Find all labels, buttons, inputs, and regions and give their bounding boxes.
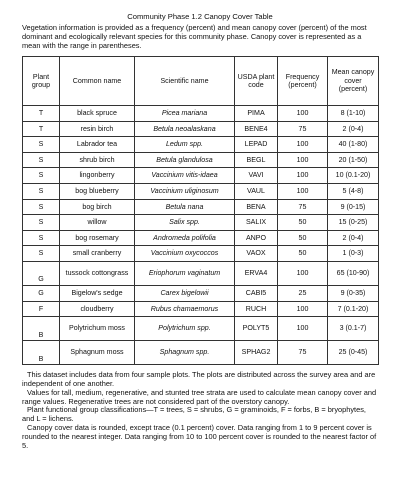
cell-plant-group: S [23,199,60,215]
cell-frequency: 50 [278,230,328,246]
cell-frequency: 75 [278,341,328,365]
cell-frequency: 25 [278,285,328,301]
cell-plant-group: B [23,341,60,365]
table-row [23,199,379,215]
cell-usda-code: BEGL [235,152,278,168]
cell-canopy-cover: 65 (10-90) [328,261,379,285]
cell-usda-code: ANPO [235,230,278,246]
cell-usda-code: LEPAD [235,137,278,153]
table-row [23,121,379,137]
cell-common-name: Sphagnum moss [60,341,135,365]
table-body [23,106,379,365]
table-title: Community Phase 1.2 Canopy Cover Table [127,12,273,21]
cell-canopy-cover: 25 (0-45) [328,341,379,365]
cell-canopy-cover: 5 (4-8) [328,183,379,199]
cell-scientific-name: Andromeda polifolia [135,230,235,246]
cell-scientific-name: Eriophorum vaginatum [135,261,235,285]
cell-usda-code: ERVA4 [235,261,278,285]
cell-canopy-cover: 1 (0-3) [328,246,379,262]
table-row [23,137,379,153]
cell-scientific-name: Betula nana [135,199,235,215]
cell-canopy-cover: 9 (0-35) [328,285,379,301]
cell-scientific-name: Ledum spp. [135,137,235,153]
header-frequency: Frequency (percent) [278,57,328,106]
cell-common-name: bog rosemary [60,230,135,246]
header-canopy-cover: Mean canopy cover (percent) [328,57,379,106]
cell-plant-group: B [23,317,60,341]
header-usda-code: USDA plant code [235,57,278,106]
cell-usda-code: PIMA [235,106,278,122]
table-row [23,215,379,231]
cell-canopy-cover: 3 (0.1-7) [328,317,379,341]
cell-plant-group: S [23,168,60,184]
cell-canopy-cover: 9 (0-15) [328,199,379,215]
cell-frequency: 75 [278,121,328,137]
cell-common-name: Polytrichum moss [60,317,135,341]
cell-frequency: 100 [278,301,328,317]
cell-canopy-cover: 15 (0-25) [328,215,379,231]
cell-canopy-cover: 7 (0.1-20) [328,301,379,317]
cell-common-name: black spruce [60,106,135,122]
cell-plant-group: G [23,261,60,285]
header-plant-group: Plant group [23,57,60,106]
footnote-paragraph: Canopy cover data is rounded, except trace (0.1 percent) cover. Data ranging from 1 to 9 percent cover is rounded to the nearest integer. Data ranging from 10 to 100 percent cover is rounded to the nearest factor of 5. [22,422,377,450]
cell-plant-group: S [23,183,60,199]
cell-usda-code: RUCH [235,301,278,317]
cell-usda-code: VAOX [235,246,278,262]
cell-canopy-cover: 10 (0.1-20) [328,168,379,184]
cell-scientific-name: Carex bigelowii [135,285,235,301]
cell-canopy-cover: 2 (0-4) [328,121,379,137]
cell-scientific-name: Polytrichum spp. [135,317,235,341]
cell-frequency: 100 [278,152,328,168]
cell-usda-code: BENA [235,199,278,215]
cell-frequency: 75 [278,199,328,215]
table-header-row [23,57,379,106]
cell-common-name: lingonberry [60,168,135,184]
intro-paragraph: Vegetation information is provided as a frequency (percent) and mean canopy cover (percent) of the most dominant and ecologically relevant species for this community phase. Canopy cover is represented as a mean with the range in parentheses. [22,23,367,50]
cell-plant-group: S [23,152,60,168]
table-row [23,152,379,168]
cell-frequency: 50 [278,215,328,231]
cell-frequency: 100 [278,106,328,122]
cell-common-name: cloudberry [60,301,135,317]
cell-usda-code: VAVI [235,168,278,184]
cell-plant-group: T [23,121,60,137]
cell-plant-group: F [23,301,60,317]
table-row [23,230,379,246]
cell-scientific-name: Sphagnum spp. [135,341,235,365]
cell-frequency: 100 [278,137,328,153]
cell-common-name: bog blueberry [60,183,135,199]
cell-common-name: tussock cottongrass [60,261,135,285]
cell-scientific-name: Rubus chamaemorus [135,301,235,317]
cell-frequency: 50 [278,246,328,262]
canopy-cover-table [22,56,379,365]
cell-scientific-name: Vaccinium vitis-idaea [135,168,235,184]
cell-common-name: resin birch [60,121,135,137]
cell-plant-group: S [23,215,60,231]
cell-canopy-cover: 8 (1-10) [328,106,379,122]
cell-common-name: bog birch [60,199,135,215]
cell-frequency: 100 [278,168,328,184]
cell-frequency: 100 [278,317,328,341]
cell-plant-group: S [23,230,60,246]
footnote-paragraph: Plant functional group classifications—T = trees, S = shrubs, G = graminoids, F = forbs, B = bryophytes, and L = lichens. [22,405,366,424]
cell-scientific-name: Picea mariana [135,106,235,122]
cell-common-name: small cranberry [60,246,135,262]
cell-scientific-name: Betula neoalaskana [135,121,235,137]
table-row [23,285,379,301]
cell-usda-code: VAUL [235,183,278,199]
footnote-paragraph: Values for tall, medium, regenerative, and stunted tree strata are used to calculate mean canopy cover and range values. Regenerative trees are not considered part of the overstory canopy. [22,387,377,406]
cell-scientific-name: Vaccinium uliginosum [135,183,235,199]
cell-canopy-cover: 40 (1-80) [328,137,379,153]
table-row [23,106,379,122]
cell-usda-code: SALIX [235,215,278,231]
cell-common-name: Bigelow's sedge [60,285,135,301]
footnotes [22,371,378,450]
cell-plant-group: T [23,106,60,122]
cell-usda-code: SPHAG2 [235,341,278,365]
cell-frequency: 100 [278,261,328,285]
cell-scientific-name: Salix spp. [135,215,235,231]
table-row [23,183,379,199]
cell-plant-group: S [23,246,60,262]
table-row [23,341,379,365]
table-row [23,261,379,285]
cell-scientific-name: Vaccinium oxycoccos [135,246,235,262]
cell-common-name: shrub birch [60,152,135,168]
cell-usda-code: CABI5 [235,285,278,301]
table-row [23,168,379,184]
footnote-paragraph: This dataset includes data from four sample plots. The plots are distributed across the survey area and are independent of one another. [22,370,376,388]
header-scientific-name: Scientific name [135,57,235,106]
cell-usda-code: POLYT5 [235,317,278,341]
cell-canopy-cover: 20 (1-50) [328,152,379,168]
cell-plant-group: G [23,285,60,301]
cell-canopy-cover: 2 (0-4) [328,230,379,246]
cell-scientific-name: Betula glandulosa [135,152,235,168]
cell-common-name: willow [60,215,135,231]
cell-common-name: Labrador tea [60,137,135,153]
table-row [23,246,379,262]
table-row [23,301,379,317]
cell-frequency: 100 [278,183,328,199]
cell-plant-group: S [23,137,60,153]
header-common-name: Common name [60,57,135,106]
table-row [23,317,379,341]
cell-usda-code: BENE4 [235,121,278,137]
